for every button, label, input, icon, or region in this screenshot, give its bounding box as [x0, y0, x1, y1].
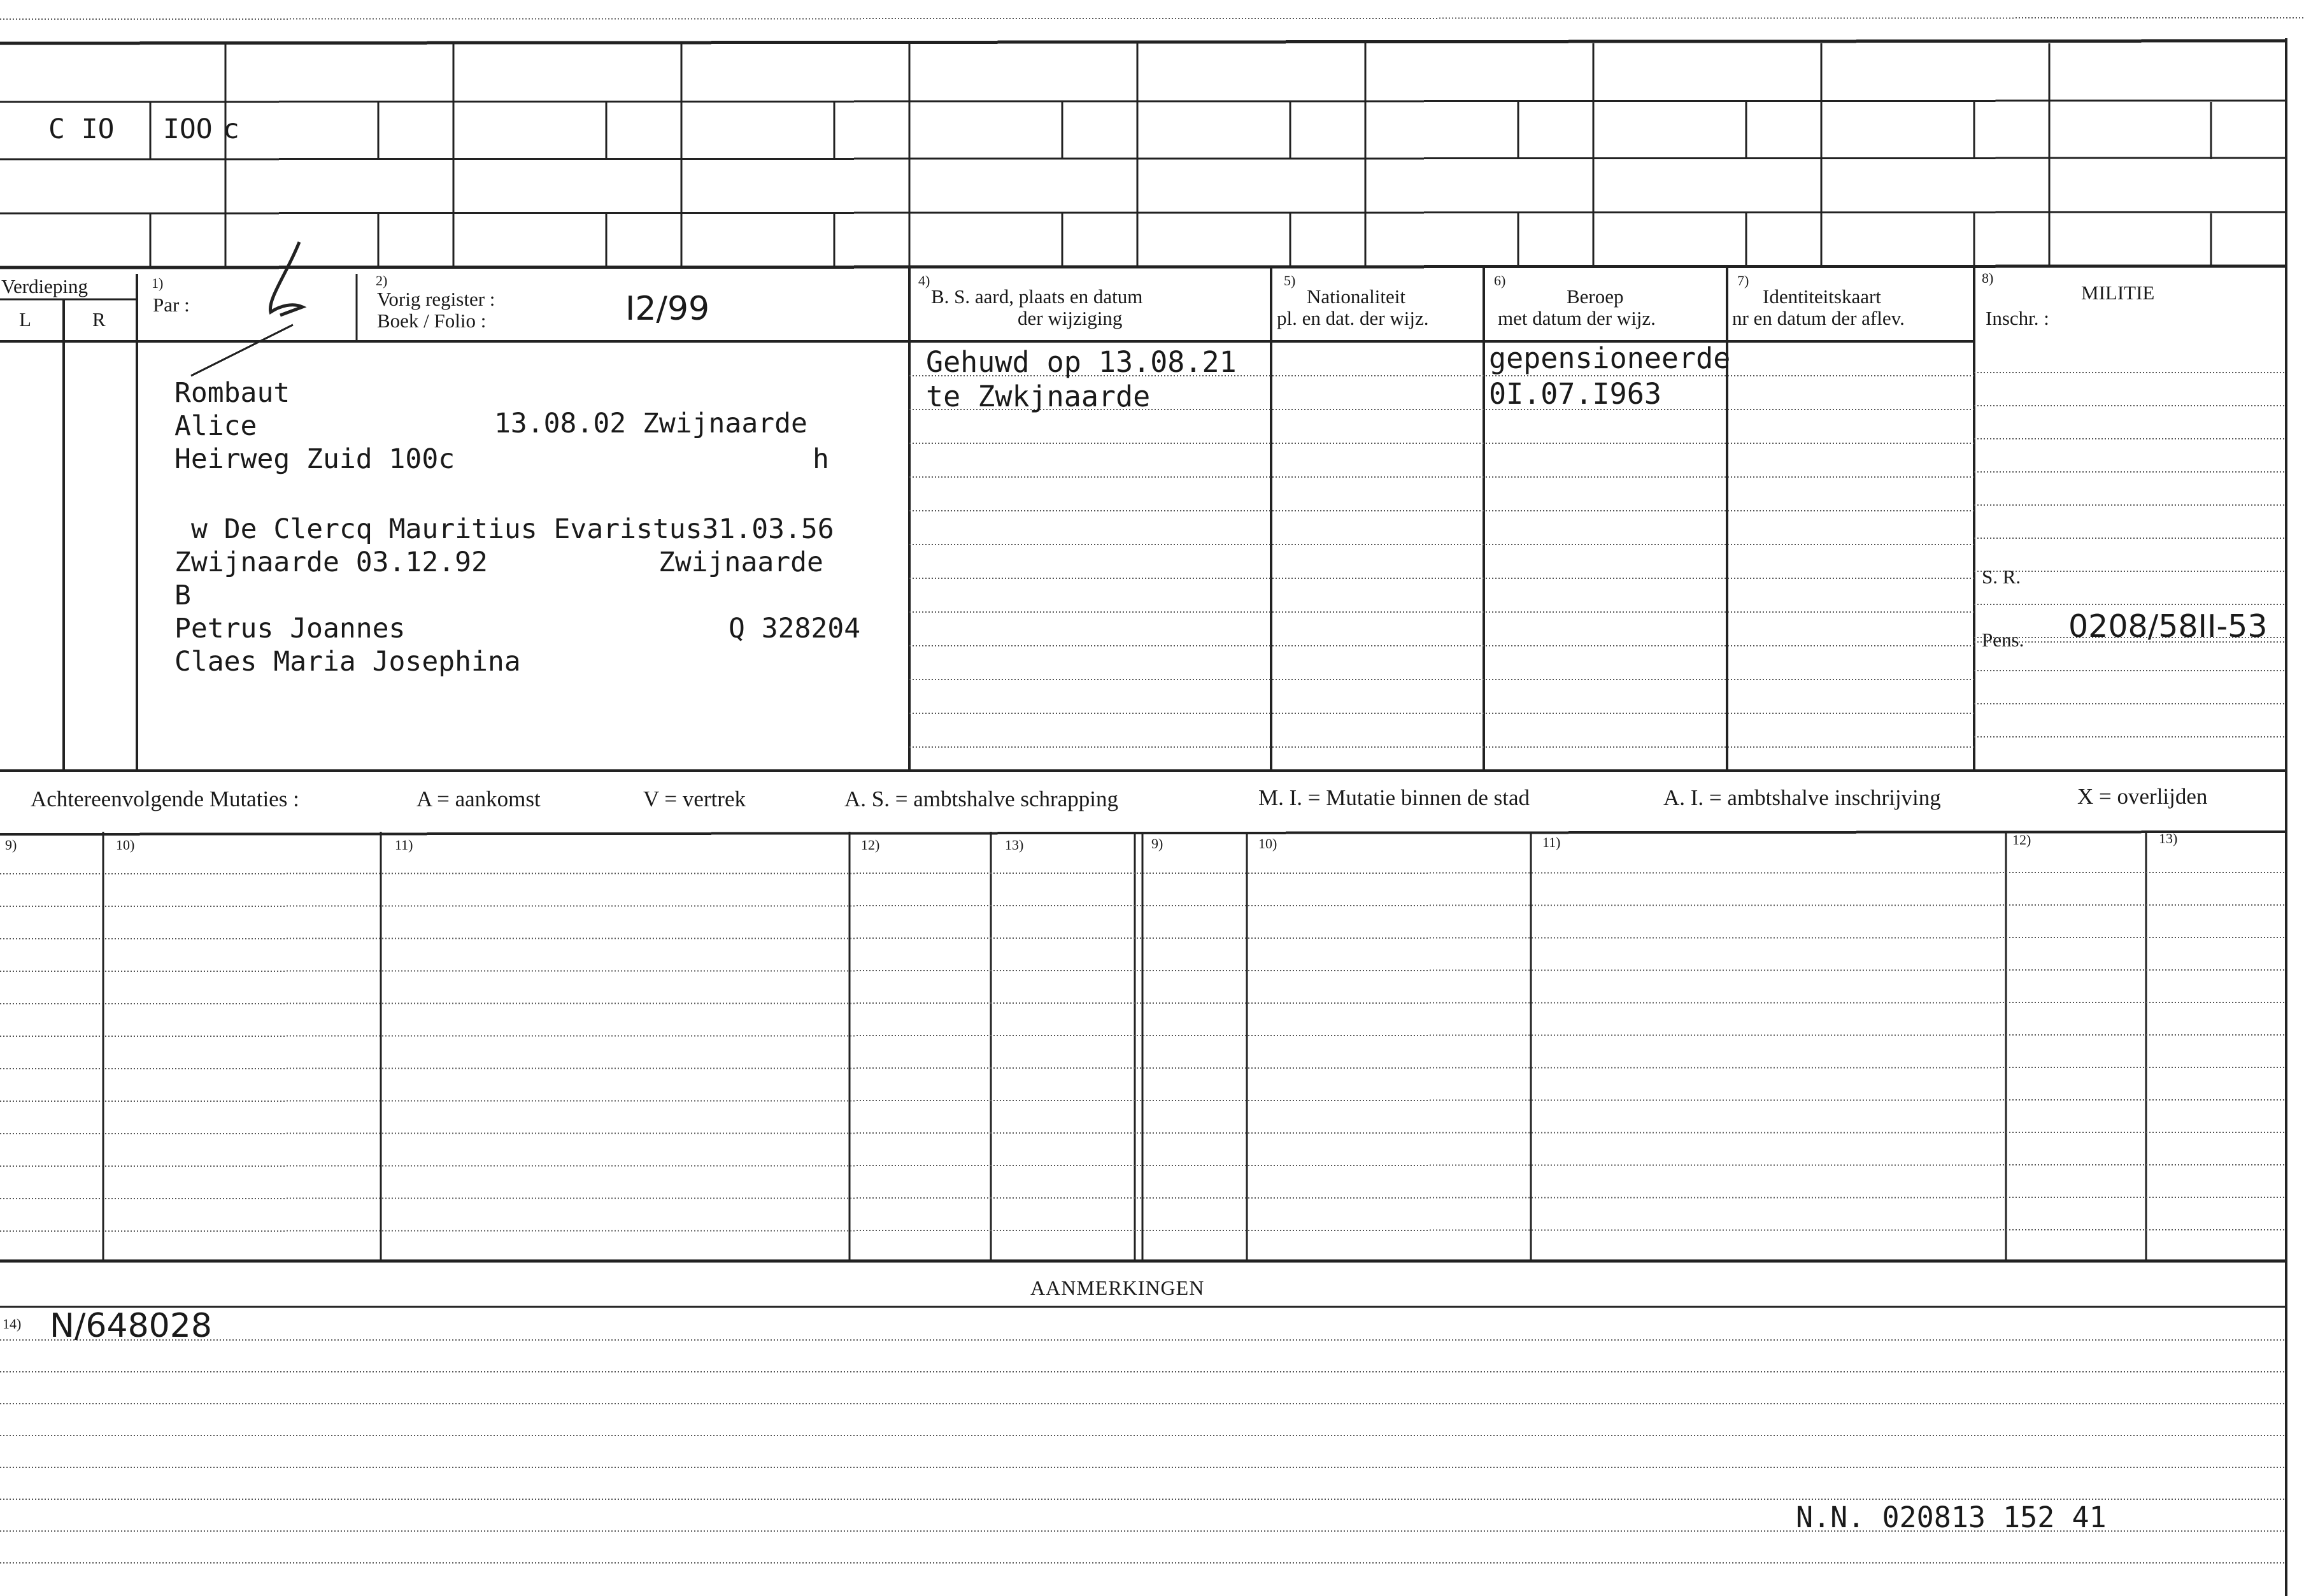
nat-header-line2: pl. en dat. der wijz. [1277, 307, 1429, 329]
place-date: Zwijnaarde 03.12.92 [174, 546, 488, 578]
mut-col-11: 11) [395, 837, 413, 853]
legend-x: X = overlijden [2077, 784, 2208, 809]
inschr-label: Inschr. : [1986, 307, 2049, 329]
boek-folio-value: I2/99 [625, 290, 710, 328]
verdieping-l: L [19, 308, 31, 331]
national-number: N.N. 020813 152 41 [1796, 1500, 2107, 1534]
beroep-number: 6) [1494, 273, 1506, 289]
verdieping-r: R [92, 308, 106, 331]
aanmerkingen-title: AANMERKINGEN [1030, 1276, 1205, 1299]
bs-entry-2: te Zwkjnaarde [926, 380, 1151, 413]
surname: Rombaut [174, 377, 290, 409]
b-marker: B [174, 580, 191, 611]
par-number: 1) [152, 275, 164, 291]
father-name: Petrus Joannes [174, 613, 406, 645]
rule-line [0, 212, 2286, 213]
mut-col-10: 10) [116, 837, 135, 853]
rule-line [0, 18, 2304, 19]
mut-col-12: 12) [861, 837, 880, 853]
vorig-register-label: Vorig register : [377, 288, 495, 310]
bs-number: 4) [918, 273, 930, 289]
handwritten-mark [242, 236, 325, 325]
mut-col-10b: 10) [1258, 836, 1277, 851]
mut-col-13: 13) [1005, 837, 1024, 853]
boek-folio-label: Boek / Folio : [377, 310, 487, 332]
pens-label: Pens. [1982, 629, 2024, 651]
legend-ai: A. I. = ambtshalve inschrijving [1663, 785, 1941, 810]
rule-line [0, 101, 2286, 102]
beroep-entry-1: gepensioneerde [1489, 341, 1731, 375]
bs-header-line1: B. S. aard, plaats en datum [931, 285, 1143, 308]
address: Heirweg Zuid 100c [174, 443, 455, 475]
par-label: Par : [153, 294, 190, 316]
legend-mi: M. I. = Mutatie binnen de stad [1258, 785, 1530, 810]
place2: Zwijnaarde [658, 546, 823, 578]
beroep-entry-2: 0I.07.I963 [1489, 377, 1661, 411]
grid-cell-c: c [223, 113, 239, 145]
pointer-line [185, 322, 299, 379]
militie-header: MILITIE [2081, 281, 2155, 304]
legend-v: V = vertrek [643, 787, 746, 811]
bs-header-line2: der wijziging [1018, 307, 1123, 329]
mut-col-9b: 9) [1151, 836, 1163, 851]
beroep-header-line1: Beroep [1567, 285, 1624, 308]
vorig-number: 2) [376, 273, 388, 289]
mother-name: Claes Maria Josephina [174, 646, 521, 678]
spouse-line: w De Clercq Mauritius Evaristus31.03.56 [191, 513, 834, 545]
legend-as: A. S. = ambtshalve schrapping [844, 787, 1118, 811]
sr-label: S. R. [1982, 566, 2021, 588]
mut-col-11b: 11) [1542, 834, 1561, 850]
id-code: Q 328204 [729, 613, 861, 645]
legend-title: Achtereenvolgende Mutaties : [31, 787, 299, 811]
bs-entry-1: Gehuwd op 13.08.21 [926, 345, 1237, 379]
mut-col-9: 9) [5, 837, 17, 853]
pens-value: 0208/58II-53 [2068, 608, 2268, 645]
id-number: 7) [1737, 273, 1749, 289]
rule-line [0, 158, 2286, 159]
militie-number: 8) [1982, 270, 1994, 286]
birth-date-place: 13.08.02 Zwijnaarde [494, 408, 807, 439]
aanmerkingen-number: 14) [3, 1316, 22, 1332]
h-marker: h [813, 443, 829, 475]
firstname: Alice [174, 410, 257, 442]
id-header-line2: nr en datum der aflev. [1732, 307, 1905, 329]
beroep-header-line2: met datum der wijz. [1498, 307, 1656, 329]
aanmerkingen-value: N/648028 [50, 1307, 212, 1345]
rule-line [0, 266, 2286, 267]
legend-a: A = aankomst [416, 787, 541, 811]
verdieping-header: Verdieping [1, 275, 89, 297]
grid-cell-ioo: IOO [163, 113, 213, 145]
id-header-line1: Identiteitskaart [1763, 285, 1881, 308]
nat-number: 5) [1284, 273, 1296, 289]
grid-cell-c-io: C IO [48, 113, 115, 145]
mut-col-12b: 12) [2012, 832, 2031, 848]
mut-col-13b: 13) [2159, 830, 2178, 846]
rule-line [0, 41, 2286, 43]
nat-header-line1: Nationaliteit [1307, 285, 1405, 308]
